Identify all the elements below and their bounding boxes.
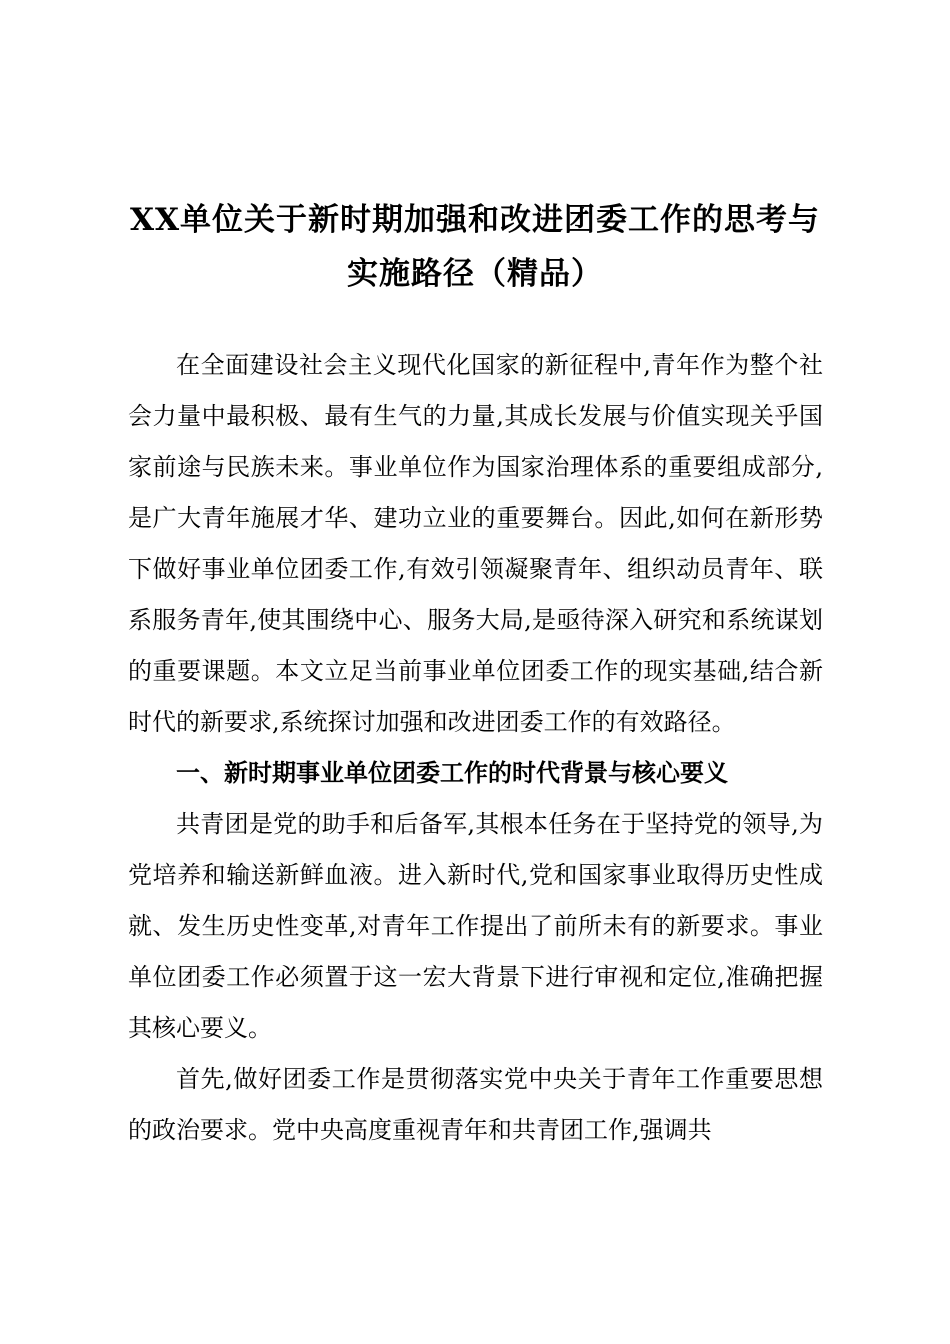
section-1-paragraph-2: 首先,做好团委工作是贯彻落实党中央关于青年工作重要思想的政治要求。党中央高度重视青年和共青团工作,强调共 [128, 1065, 823, 1144]
document-body [128, 340, 823, 1156]
intro-paragraph: 在全面建设社会主义现代化国家的新征程中,青年作为整个社会力量中最积极、最有生气的力量,其成长发展与价值实现关乎国家前途与民族未来。事业单位作为国家治理体系的重要组成部分,是广大青年施展才华、建功立业的重要舞台。因此,如何在新形势下做好事业单位团委工作,有效引领凝聚青年、组织动员青年、联系服务青年,使其围绕中心、服务大局,是亟待深入研究和系统谋划的重要课题。本文立足当前事业单位团委工作的现实基础,结合新时代的新要求,系统探讨加强和改进团委工作的有效路径。 [128, 351, 823, 736]
document-title: XX单位关于新时期加强和改进团委工作的思考与实施路径（精品） [129, 202, 821, 292]
section-1-paragraph-1: 共青团是党的助手和后备军,其根本任务在于坚持党的领导,为党培养和输送新鲜血液。进入新时代,党和国家事业取得历史性成就、发生历史性变革,对青年工作提出了前所未有的新要求。事业单位团委工作必须置于这一宏大背景下进行审视和定位,准确把握其核心要义。 [128, 810, 823, 1042]
section-1-heading: 一、新时期事业单位团委工作的时代背景与核心要义 [176, 759, 728, 787]
